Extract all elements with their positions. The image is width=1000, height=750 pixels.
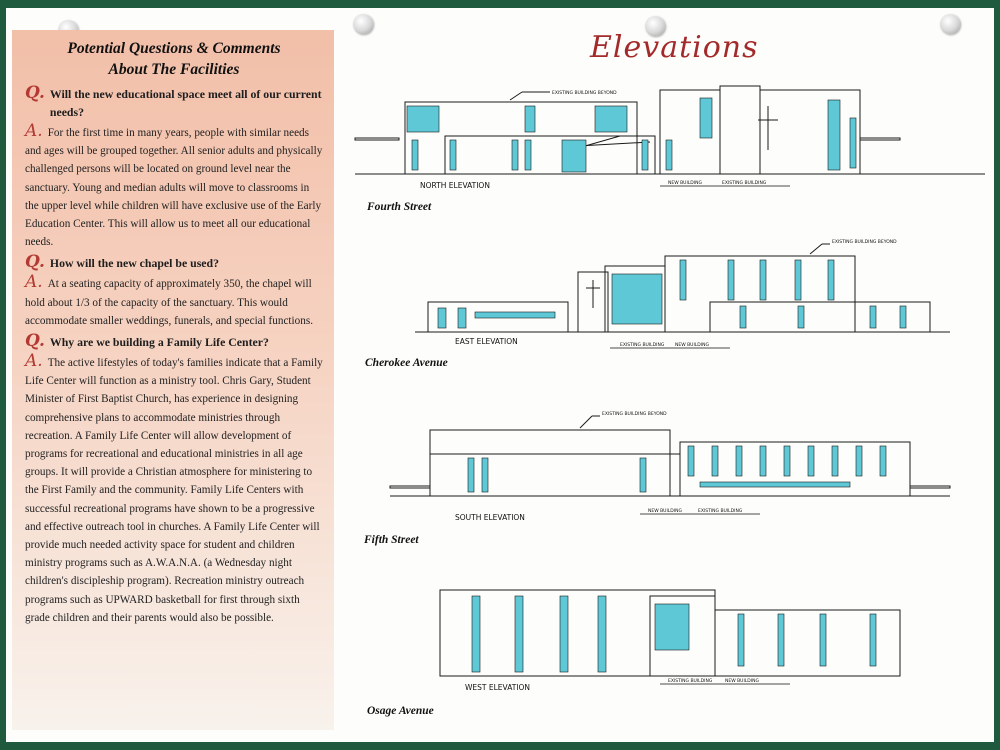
existing-beyond-label: EXISTING BUILDING BEYOND — [602, 412, 667, 417]
street-cherokee: Cherokee Avenue — [365, 357, 448, 369]
faq-panel — [12, 30, 334, 730]
pushpin-icon — [353, 14, 373, 34]
a-mark-icon: A. — [25, 351, 43, 372]
a-mark-icon: A. — [25, 121, 43, 141]
west-elevation-label: WEST ELEVATION — [465, 683, 531, 692]
pushpin-icon — [940, 14, 960, 34]
street-osage: Osage Avenue — [367, 705, 434, 717]
faq-answer-1: A. For the first time in many years, people with similar needs and ages will be grouped together. All senior adults and physically challenged persons will be located on ground level near the sanctuary. Young and median adults will move to classrooms in the upper level while children will have exclusive use of the Early Education Center. This will allow us to meet all our educational needs. — [25, 121, 323, 249]
existing-building-label: EXISTING BUILDING — [668, 679, 713, 684]
elevations-title: Elevations — [590, 30, 759, 65]
street-fifth: Fifth Street — [364, 534, 419, 546]
existing-building-label: EXISTING BUILDING — [722, 181, 767, 186]
faq-answer-2: A. At a seating capacity of approximately 350, the chapel will hold about 1/3 of the capacity of the sanctuary. This would accommodate smaller weddings, funerals, and special functions. — [25, 272, 313, 327]
north-elevation-label: NORTH ELEVATION — [420, 181, 490, 190]
existing-beyond-label: EXISTING BUILDING BEYOND — [552, 91, 617, 96]
q-mark-icon: Q. — [25, 331, 45, 352]
north-elevation-drawing — [350, 78, 990, 203]
new-building-label: NEW BUILDING — [668, 181, 702, 186]
south-elevation-drawing — [350, 410, 990, 530]
east-elevation-drawing — [350, 236, 990, 356]
existing-beyond-label: EXISTING BUILDING BEYOND — [832, 240, 897, 245]
faq-question-1: Q. Will the new educational space meet all of our current needs? — [25, 83, 322, 119]
faq-question-3: Q. Why are we building a Family Life Center? — [25, 331, 269, 352]
new-building-label: NEW BUILDING — [648, 509, 682, 514]
existing-building-label: EXISTING BUILDING — [698, 509, 743, 514]
faq-answer-3: A. The active lifestyles of today's families indicate that a Family Life Center will function as a ministry tool. Chris Gary, Student Minister of First Baptist Church, has experience in designing comprehensive plans to accommodate ministries through recreation. A Family Life Center will allow development of programs for recreational and educational ministries in all age groups. It will provide a Christian atmosphere for ministering to the First Family and the community. Family Life Centers with successful recreational programs have shown to be a progressive and effective outreach tool in churches. A Family Life Center will provide much needed activity space for student and children ministry programs such as A.W.A.N.A. (a Wednesday night children's discipleship program). Recreation ministry outreach programs such as UPWARD basketball for first through sixth grade children and their parents would also be possible. — [25, 351, 323, 624]
west-elevation-drawing — [350, 580, 990, 700]
east-elevation-label: EAST ELEVATION — [455, 337, 518, 346]
q-mark-icon: Q. — [25, 252, 45, 273]
south-elevation-label: SOUTH ELEVATION — [455, 513, 525, 522]
q-mark-icon: Q. — [25, 83, 45, 103]
new-building-label: NEW BUILDING — [725, 679, 759, 684]
a-mark-icon: A. — [25, 272, 43, 293]
new-building-label: NEW BUILDING — [675, 343, 709, 348]
existing-building-label: EXISTING BUILDING — [620, 343, 665, 348]
faq-title: Potential Questions & Comments About The Facilities — [67, 40, 281, 78]
street-fourth: Fourth Street — [367, 201, 432, 213]
faq-question-2: Q. How will the new chapel be used? — [25, 252, 219, 273]
